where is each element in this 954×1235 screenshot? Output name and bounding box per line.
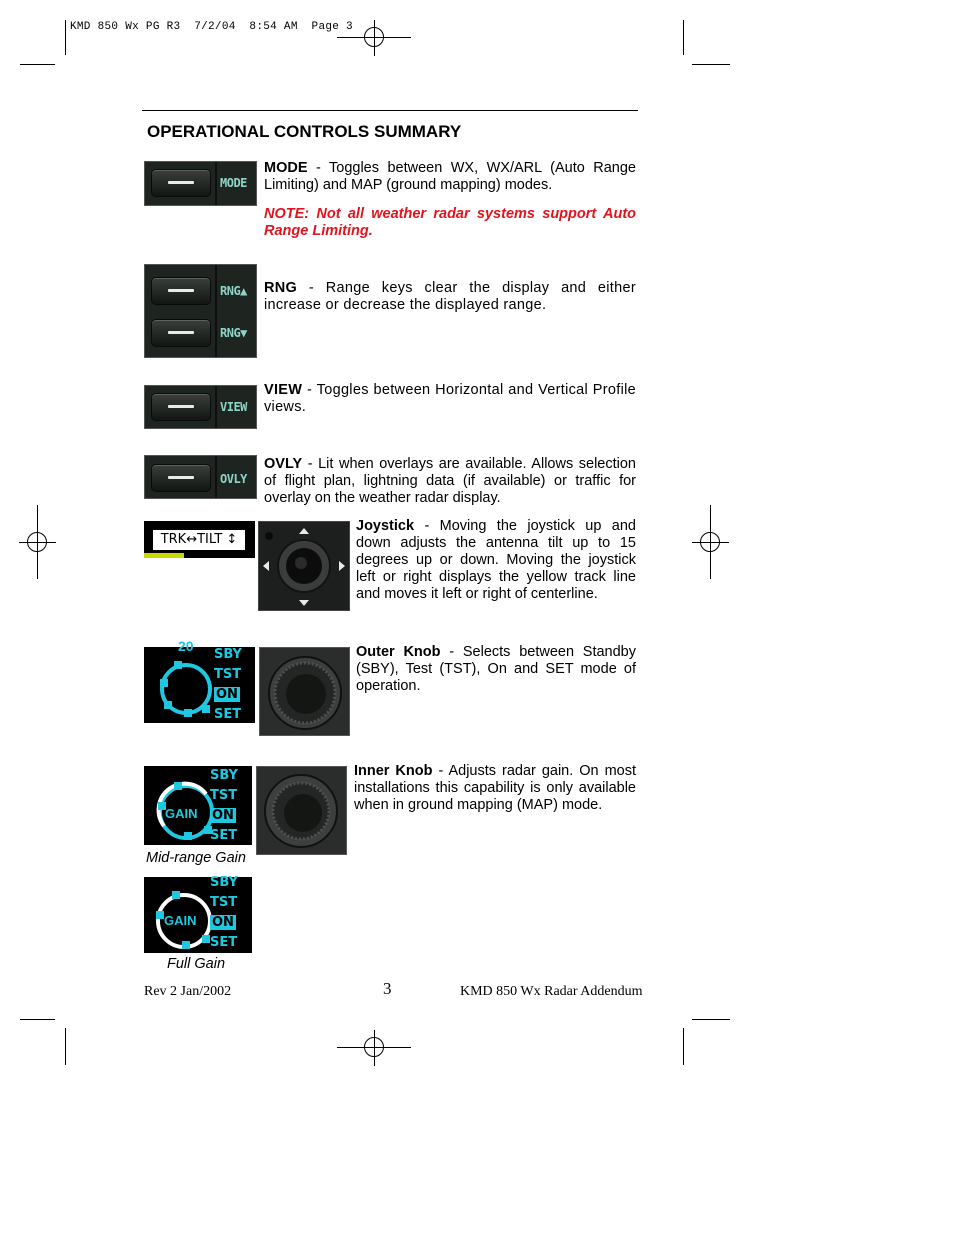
outer-knob-display xyxy=(144,638,255,723)
print-slug: KMD 850 Wx PG R3 7/2/04 8:54 AM Page 3 xyxy=(70,21,353,33)
mode-text: - Toggles between WX, WX/ARL (Auto Range Limiting) and MAP (ground mapping) modes. xyxy=(264,160,636,193)
rng-description xyxy=(264,280,636,314)
joystick-legend: TRK↔TILT ↕ xyxy=(152,529,246,551)
crop-mark xyxy=(692,1019,730,1020)
mode-on: ON xyxy=(212,915,234,930)
mode-on: ON xyxy=(212,808,234,823)
outer-knob-image xyxy=(259,647,350,736)
outer-knob-text: - Selects between Standby (SBY), Test (TST), On and SET mode of operation. xyxy=(356,644,636,694)
view-text: - Toggles between Horizontal and Vertical Profile views. xyxy=(264,382,636,415)
ovly-description xyxy=(264,456,636,507)
view-key-image xyxy=(144,385,257,429)
ovly-key-label: OVLY xyxy=(220,472,247,486)
ovly-text: - Lit when overlays are available. Allows selection of flight plan, lightning data (if available) or traffic for overlay on the weather radar display. xyxy=(264,456,636,506)
joystick-title: Joystick xyxy=(356,518,415,534)
view-key-label: VIEW xyxy=(220,400,247,414)
outer-knob-description xyxy=(356,644,636,695)
inner-knob-text: - Adjusts radar gain. On most installations this capability is only available when in ground mapping (MAP) mode. xyxy=(354,763,636,813)
ovly-key-image xyxy=(144,455,257,499)
rng-text: - Range keys clear the display and either increase or decrease the displayed range. xyxy=(264,280,636,313)
crop-mark xyxy=(65,1028,66,1065)
mode-key-label: MODE xyxy=(220,176,247,190)
view-title: VIEW xyxy=(264,382,303,398)
crop-mark xyxy=(683,20,684,55)
rng-keys-image xyxy=(144,264,257,358)
mode-sby: SBY xyxy=(214,647,242,662)
crop-mark xyxy=(20,1019,55,1020)
full-gain-mode-list xyxy=(210,873,238,953)
outer-knob-range-digits: 20 xyxy=(178,638,194,654)
joystick-description xyxy=(356,518,636,603)
rng-up-key-label: RNG▲ xyxy=(220,284,247,298)
mode-sby: SBY xyxy=(210,768,238,783)
footer-document-title: KMD 850 Wx Radar Addendum xyxy=(460,984,643,999)
rng-down-key-label: RNG▼ xyxy=(220,326,247,340)
header-rule xyxy=(142,110,638,111)
rng-title: RNG xyxy=(264,280,298,296)
outer-knob-mode-list xyxy=(214,645,242,725)
full-gain-label: GAIN xyxy=(164,913,197,928)
full-gain-caption: Full Gain xyxy=(167,956,226,972)
joystick-image xyxy=(258,521,350,611)
mode-note: NOTE: Not all weather radar systems support Auto Range Limiting. xyxy=(264,206,636,239)
mid-gain-caption: Mid-range Gain xyxy=(146,850,246,866)
inner-knob-image xyxy=(256,766,347,855)
mode-description xyxy=(264,160,636,194)
crop-mark xyxy=(692,64,730,65)
inner-knob-title: Inner Knob xyxy=(354,763,433,779)
joystick-graphic xyxy=(259,522,349,610)
mode-set: SET xyxy=(210,828,238,843)
full-gain-display xyxy=(144,877,252,953)
inner-knob-description xyxy=(354,763,636,814)
mid-gain-mode-list xyxy=(210,766,238,846)
mode-tst: TST xyxy=(214,667,242,682)
joystick-text: - Moving the joystick up and down adjusts the antenna tilt up to 15 degrees up or down. Moving the joystick left or right displays the yellow track line and moves it left or right of centerline. xyxy=(356,518,636,602)
mid-gain-display xyxy=(144,766,252,845)
mode-set: SET xyxy=(210,935,238,950)
outer-knob-ring-icon xyxy=(144,647,214,723)
mode-set: SET xyxy=(214,707,242,722)
crop-mark xyxy=(683,1028,684,1065)
ovly-title: OVLY xyxy=(264,456,303,472)
outer-knob-graphic xyxy=(260,648,349,735)
page-number: 3 xyxy=(383,979,392,998)
inner-knob-graphic xyxy=(257,767,346,854)
footer-revision: Rev 2 Jan/2002 xyxy=(144,984,232,999)
view-description xyxy=(264,382,636,416)
mode-sby: SBY xyxy=(210,875,238,890)
page-title: OPERATIONAL CONTROLS SUMMARY xyxy=(147,122,462,141)
mid-gain-label: GAIN xyxy=(165,806,198,821)
joystick-legend-image xyxy=(144,521,255,558)
crop-mark xyxy=(65,20,66,55)
outer-knob-title: Outer Knob xyxy=(356,644,441,660)
mode-title: MODE xyxy=(264,160,308,176)
crop-mark xyxy=(20,64,55,65)
mode-on: ON xyxy=(216,687,238,702)
mode-tst: TST xyxy=(210,788,238,803)
mode-tst: TST xyxy=(210,895,238,910)
mode-key-image xyxy=(144,161,257,206)
